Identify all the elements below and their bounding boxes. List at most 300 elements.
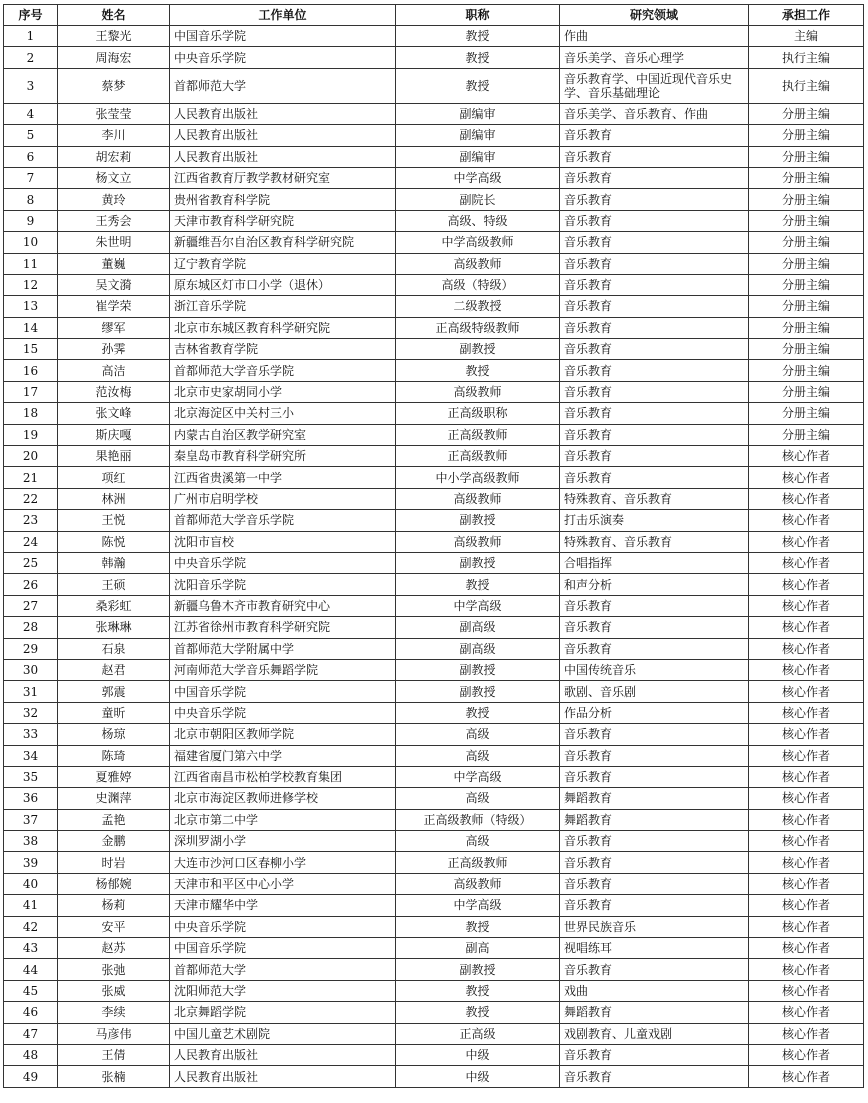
index-cell: 21 [4, 467, 58, 488]
role-cell: 分册主编 [749, 146, 864, 167]
index-cell: 45 [4, 980, 58, 1001]
field-cell: 舞蹈教育 [560, 788, 749, 809]
role-cell: 核心作者 [749, 659, 864, 680]
table-row [4, 26, 864, 47]
field-cell: 音乐教育 [560, 1066, 749, 1087]
index-cell: 7 [4, 167, 58, 188]
title-cell: 教授 [396, 68, 560, 103]
table-row [4, 1066, 864, 1087]
index-cell: 5 [4, 125, 58, 146]
title-cell: 正高级特级教师 [396, 317, 560, 338]
name-cell: 黄玲 [58, 189, 170, 210]
field-cell: 音乐教育 [560, 745, 749, 766]
title-cell: 中学高级 [396, 895, 560, 916]
field-cell: 音乐教育 [560, 403, 749, 424]
role-cell: 核心作者 [749, 510, 864, 531]
field-cell: 歌剧、音乐剧 [560, 681, 749, 702]
name-cell: 吴文漪 [58, 274, 170, 295]
workplace-cell: 河南师范大学音乐舞蹈学院 [170, 659, 396, 680]
title-cell: 中级 [396, 1066, 560, 1087]
workplace-cell: 北京市第二中学 [170, 809, 396, 830]
field-cell: 音乐教育 [560, 831, 749, 852]
table-row [4, 339, 864, 360]
name-cell: 金鹏 [58, 831, 170, 852]
title-cell: 副院长 [396, 189, 560, 210]
field-cell: 合唱指挥 [560, 552, 749, 573]
index-cell: 48 [4, 1044, 58, 1065]
index-cell: 29 [4, 638, 58, 659]
title-cell: 中学高级 [396, 766, 560, 787]
title-cell: 高级 [396, 724, 560, 745]
header-name: 姓名 [58, 5, 170, 26]
role-cell: 分册主编 [749, 317, 864, 338]
title-cell: 中学高级 [396, 167, 560, 188]
field-cell: 音乐教育 [560, 617, 749, 638]
name-cell: 李川 [58, 125, 170, 146]
title-cell: 正高级教师 [396, 446, 560, 467]
index-cell: 49 [4, 1066, 58, 1087]
header-role: 承担工作 [749, 5, 864, 26]
name-cell: 范汝梅 [58, 381, 170, 402]
field-cell: 音乐教育 [560, 381, 749, 402]
workplace-cell: 江西省南昌市松柏学校教育集团 [170, 766, 396, 787]
table-row [4, 659, 864, 680]
title-cell: 正高级 [396, 1023, 560, 1044]
index-cell: 34 [4, 745, 58, 766]
name-cell: 张弛 [58, 959, 170, 980]
name-cell: 张琳琳 [58, 617, 170, 638]
field-cell: 音乐教育 [560, 852, 749, 873]
field-cell: 中国传统音乐 [560, 659, 749, 680]
index-cell: 25 [4, 552, 58, 573]
title-cell: 正高级教师 [396, 424, 560, 445]
name-cell: 桑彩虹 [58, 595, 170, 616]
table-row [4, 510, 864, 531]
name-cell: 史渊萍 [58, 788, 170, 809]
role-cell: 核心作者 [749, 702, 864, 723]
table-row [4, 467, 864, 488]
role-cell: 分册主编 [749, 339, 864, 360]
workplace-cell: 内蒙古自治区教学研究室 [170, 424, 396, 445]
table-row [4, 702, 864, 723]
table-row [4, 873, 864, 894]
roster-table [3, 4, 864, 1088]
title-cell: 副高级 [396, 617, 560, 638]
title-cell: 教授 [396, 980, 560, 1001]
name-cell: 郭震 [58, 681, 170, 702]
header-workplace: 工作单位 [170, 5, 396, 26]
table-row [4, 617, 864, 638]
index-cell: 33 [4, 724, 58, 745]
workplace-cell: 首都师范大学音乐学院 [170, 510, 396, 531]
title-cell: 副编审 [396, 103, 560, 124]
field-cell: 舞蹈教育 [560, 1002, 749, 1023]
index-cell: 35 [4, 766, 58, 787]
index-cell: 20 [4, 446, 58, 467]
field-cell: 音乐教育 [560, 467, 749, 488]
workplace-cell: 原东城区灯市口小学（退休） [170, 274, 396, 295]
index-cell: 46 [4, 1002, 58, 1023]
workplace-cell: 深圳罗湖小学 [170, 831, 396, 852]
workplace-cell: 大连市沙河口区春柳小学 [170, 852, 396, 873]
role-cell: 核心作者 [749, 980, 864, 1001]
field-cell: 音乐教育 [560, 595, 749, 616]
index-cell: 36 [4, 788, 58, 809]
title-cell: 正高级教师 [396, 852, 560, 873]
role-cell: 分册主编 [749, 253, 864, 274]
table-row [4, 210, 864, 231]
role-cell: 分册主编 [749, 189, 864, 210]
name-cell: 赵苏 [58, 938, 170, 959]
table-row [4, 189, 864, 210]
field-cell: 和声分析 [560, 574, 749, 595]
table-row [4, 980, 864, 1001]
field-cell: 音乐教育 [560, 724, 749, 745]
workplace-cell: 中央音乐学院 [170, 47, 396, 68]
name-cell: 李续 [58, 1002, 170, 1023]
name-cell: 张威 [58, 980, 170, 1001]
table-row [4, 424, 864, 445]
table-row [4, 895, 864, 916]
table-row [4, 552, 864, 573]
field-cell: 音乐教育 [560, 873, 749, 894]
workplace-cell: 中国音乐学院 [170, 938, 396, 959]
title-cell: 副高 [396, 938, 560, 959]
index-cell: 27 [4, 595, 58, 616]
role-cell: 核心作者 [749, 467, 864, 488]
title-cell: 高级教师 [396, 253, 560, 274]
table-row [4, 68, 864, 103]
field-cell: 舞蹈教育 [560, 809, 749, 830]
name-cell: 张楠 [58, 1066, 170, 1087]
workplace-cell: 北京海淀区中关村三小 [170, 403, 396, 424]
table-row [4, 103, 864, 124]
workplace-cell: 江西省贵溪第一中学 [170, 467, 396, 488]
workplace-cell: 秦皇岛市教育科学研究所 [170, 446, 396, 467]
field-cell: 视唱练耳 [560, 938, 749, 959]
field-cell: 戏剧教育、儿童戏剧 [560, 1023, 749, 1044]
index-cell: 4 [4, 103, 58, 124]
role-cell: 核心作者 [749, 1066, 864, 1087]
field-cell: 音乐教育 [560, 189, 749, 210]
field-cell: 戏曲 [560, 980, 749, 1001]
index-cell: 9 [4, 210, 58, 231]
workplace-cell: 中央音乐学院 [170, 702, 396, 723]
index-cell: 40 [4, 873, 58, 894]
title-cell: 正高级职称 [396, 403, 560, 424]
index-cell: 24 [4, 531, 58, 552]
header-index: 序号 [4, 5, 58, 26]
field-cell: 世界民族音乐 [560, 916, 749, 937]
field-cell: 打击乐演奏 [560, 510, 749, 531]
role-cell: 核心作者 [749, 745, 864, 766]
index-cell: 44 [4, 959, 58, 980]
workplace-cell: 广州市启明学校 [170, 488, 396, 509]
name-cell: 董巍 [58, 253, 170, 274]
index-cell: 30 [4, 659, 58, 680]
title-cell: 副教授 [396, 681, 560, 702]
name-cell: 杨郁婉 [58, 873, 170, 894]
workplace-cell: 浙江音乐学院 [170, 296, 396, 317]
name-cell: 陈悦 [58, 531, 170, 552]
title-cell: 高级（特级） [396, 274, 560, 295]
title-cell: 副高级 [396, 638, 560, 659]
workplace-cell: 贵州省教育科学院 [170, 189, 396, 210]
role-cell: 分册主编 [749, 381, 864, 402]
table-row [4, 745, 864, 766]
index-cell: 32 [4, 702, 58, 723]
table-row [4, 766, 864, 787]
name-cell: 韩瀚 [58, 552, 170, 573]
index-cell: 39 [4, 852, 58, 873]
table-row [4, 1044, 864, 1065]
role-cell: 核心作者 [749, 488, 864, 509]
role-cell: 核心作者 [749, 1023, 864, 1044]
field-cell: 音乐教育 [560, 1044, 749, 1065]
name-cell: 斯庆嘎 [58, 424, 170, 445]
table-row [4, 146, 864, 167]
field-cell: 音乐教育 [560, 766, 749, 787]
workplace-cell: 天津市和平区中心小学 [170, 873, 396, 894]
name-cell: 王秀会 [58, 210, 170, 231]
field-cell: 音乐教育 [560, 446, 749, 467]
role-cell: 分册主编 [749, 424, 864, 445]
field-cell: 音乐教育 [560, 959, 749, 980]
field-cell: 特殊教育、音乐教育 [560, 488, 749, 509]
title-cell: 副教授 [396, 659, 560, 680]
workplace-cell: 沈阳音乐学院 [170, 574, 396, 595]
title-cell: 中小学高级教师 [396, 467, 560, 488]
name-cell: 赵君 [58, 659, 170, 680]
field-cell: 音乐教育 [560, 360, 749, 381]
index-cell: 12 [4, 274, 58, 295]
role-cell: 核心作者 [749, 1002, 864, 1023]
table-row [4, 381, 864, 402]
name-cell: 安平 [58, 916, 170, 937]
name-cell: 孟艳 [58, 809, 170, 830]
name-cell: 孙霁 [58, 339, 170, 360]
index-cell: 23 [4, 510, 58, 531]
title-cell: 教授 [396, 360, 560, 381]
workplace-cell: 首都师范大学 [170, 68, 396, 103]
name-cell: 杨文立 [58, 167, 170, 188]
table-row [4, 360, 864, 381]
workplace-cell: 人民教育出版社 [170, 1066, 396, 1087]
index-cell: 13 [4, 296, 58, 317]
workplace-cell: 福建省厦门第六中学 [170, 745, 396, 766]
field-cell: 音乐教育 [560, 146, 749, 167]
table-row [4, 574, 864, 595]
name-cell: 王悦 [58, 510, 170, 531]
name-cell: 张文峰 [58, 403, 170, 424]
title-cell: 中级 [396, 1044, 560, 1065]
workplace-cell: 人民教育出版社 [170, 125, 396, 146]
workplace-cell: 人民教育出版社 [170, 146, 396, 167]
role-cell: 分册主编 [749, 274, 864, 295]
field-cell: 音乐教育 [560, 274, 749, 295]
index-cell: 43 [4, 938, 58, 959]
workplace-cell: 江西省教育厅教学教材研究室 [170, 167, 396, 188]
index-cell: 37 [4, 809, 58, 830]
field-cell: 音乐美学、音乐心理学 [560, 47, 749, 68]
name-cell: 陈琦 [58, 745, 170, 766]
index-cell: 6 [4, 146, 58, 167]
role-cell: 核心作者 [749, 552, 864, 573]
table-row [4, 167, 864, 188]
role-cell: 执行主编 [749, 68, 864, 103]
workplace-cell: 人民教育出版社 [170, 1044, 396, 1065]
index-cell: 42 [4, 916, 58, 937]
index-cell: 26 [4, 574, 58, 595]
field-cell: 音乐教育 [560, 317, 749, 338]
table-row [4, 253, 864, 274]
index-cell: 41 [4, 895, 58, 916]
title-cell: 高级、特级 [396, 210, 560, 231]
table-row [4, 788, 864, 809]
name-cell: 蔡梦 [58, 68, 170, 103]
index-cell: 31 [4, 681, 58, 702]
role-cell: 主编 [749, 26, 864, 47]
field-cell: 音乐教育 [560, 232, 749, 253]
table-row [4, 232, 864, 253]
role-cell: 分册主编 [749, 232, 864, 253]
field-cell: 作品分析 [560, 702, 749, 723]
role-cell: 核心作者 [749, 938, 864, 959]
table-row [4, 403, 864, 424]
workplace-cell: 北京市朝阳区教师学院 [170, 724, 396, 745]
title-cell: 高级 [396, 745, 560, 766]
title-cell: 二级教授 [396, 296, 560, 317]
role-cell: 核心作者 [749, 852, 864, 873]
role-cell: 核心作者 [749, 531, 864, 552]
index-cell: 15 [4, 339, 58, 360]
role-cell: 分册主编 [749, 167, 864, 188]
role-cell: 核心作者 [749, 595, 864, 616]
title-cell: 教授 [396, 26, 560, 47]
table-row [4, 724, 864, 745]
index-cell: 17 [4, 381, 58, 402]
name-cell: 果艳丽 [58, 446, 170, 467]
field-cell: 特殊教育、音乐教育 [560, 531, 749, 552]
role-cell: 核心作者 [749, 766, 864, 787]
name-cell: 王黎光 [58, 26, 170, 47]
title-cell: 教授 [396, 916, 560, 937]
workplace-cell: 首都师范大学 [170, 959, 396, 980]
role-cell: 核心作者 [749, 1044, 864, 1065]
index-cell: 16 [4, 360, 58, 381]
role-cell: 核心作者 [749, 959, 864, 980]
workplace-cell: 北京市海淀区教师进修学校 [170, 788, 396, 809]
field-cell: 音乐教育 [560, 638, 749, 659]
field-cell: 音乐教育 [560, 125, 749, 146]
table-row [4, 938, 864, 959]
name-cell: 时岩 [58, 852, 170, 873]
name-cell: 童昕 [58, 702, 170, 723]
table-row [4, 852, 864, 873]
workplace-cell: 天津市耀华中学 [170, 895, 396, 916]
table-row [4, 1002, 864, 1023]
name-cell: 王硕 [58, 574, 170, 595]
workplace-cell: 吉林省教育学院 [170, 339, 396, 360]
table-row [4, 47, 864, 68]
workplace-cell: 北京舞蹈学院 [170, 1002, 396, 1023]
title-cell: 高级教师 [396, 873, 560, 894]
index-cell: 11 [4, 253, 58, 274]
role-cell: 分册主编 [749, 103, 864, 124]
index-cell: 22 [4, 488, 58, 509]
index-cell: 47 [4, 1023, 58, 1044]
field-cell: 音乐教育 [560, 167, 749, 188]
workplace-cell: 沈阳师范大学 [170, 980, 396, 1001]
header-title: 职称 [396, 5, 560, 26]
header-field: 研究领域 [560, 5, 749, 26]
workplace-cell: 中国音乐学院 [170, 26, 396, 47]
title-cell: 中学高级教师 [396, 232, 560, 253]
role-cell: 核心作者 [749, 617, 864, 638]
workplace-cell: 沈阳市盲校 [170, 531, 396, 552]
title-cell: 副教授 [396, 339, 560, 360]
field-cell: 音乐教育 [560, 339, 749, 360]
workplace-cell: 天津市教育科学研究院 [170, 210, 396, 231]
roster-body [4, 26, 864, 1088]
role-cell: 分册主编 [749, 360, 864, 381]
title-cell: 高级教师 [396, 381, 560, 402]
workplace-cell: 首都师范大学音乐学院 [170, 360, 396, 381]
role-cell: 核心作者 [749, 638, 864, 659]
field-cell: 音乐教育 [560, 210, 749, 231]
role-cell: 核心作者 [749, 895, 864, 916]
title-cell: 副教授 [396, 510, 560, 531]
role-cell: 核心作者 [749, 574, 864, 595]
role-cell: 核心作者 [749, 788, 864, 809]
title-cell: 副编审 [396, 125, 560, 146]
title-cell: 高级 [396, 788, 560, 809]
index-cell: 1 [4, 26, 58, 47]
table-row [4, 296, 864, 317]
name-cell: 王倩 [58, 1044, 170, 1065]
name-cell: 夏雅婷 [58, 766, 170, 787]
table-row [4, 274, 864, 295]
table-row [4, 125, 864, 146]
name-cell: 朱世明 [58, 232, 170, 253]
index-cell: 18 [4, 403, 58, 424]
name-cell: 张莹莹 [58, 103, 170, 124]
title-cell: 教授 [396, 1002, 560, 1023]
workplace-cell: 新疆乌鲁木齐市教育研究中心 [170, 595, 396, 616]
workplace-cell: 中国音乐学院 [170, 681, 396, 702]
role-cell: 分册主编 [749, 210, 864, 231]
table-row [4, 446, 864, 467]
table-row [4, 916, 864, 937]
index-cell: 10 [4, 232, 58, 253]
title-cell: 副教授 [396, 959, 560, 980]
name-cell: 石泉 [58, 638, 170, 659]
workplace-cell: 中国儿童艺术剧院 [170, 1023, 396, 1044]
index-cell: 14 [4, 317, 58, 338]
field-cell: 音乐教育 [560, 424, 749, 445]
title-cell: 中学高级 [396, 595, 560, 616]
table-row [4, 831, 864, 852]
role-cell: 核心作者 [749, 446, 864, 467]
workplace-cell: 北京市东城区教育科学研究院 [170, 317, 396, 338]
index-cell: 19 [4, 424, 58, 445]
workplace-cell: 新疆维吾尔自治区教育科学研究院 [170, 232, 396, 253]
title-cell: 副教授 [396, 552, 560, 573]
workplace-cell: 中央音乐学院 [170, 916, 396, 937]
name-cell: 缪军 [58, 317, 170, 338]
workplace-cell: 辽宁教育学院 [170, 253, 396, 274]
table-row [4, 488, 864, 509]
